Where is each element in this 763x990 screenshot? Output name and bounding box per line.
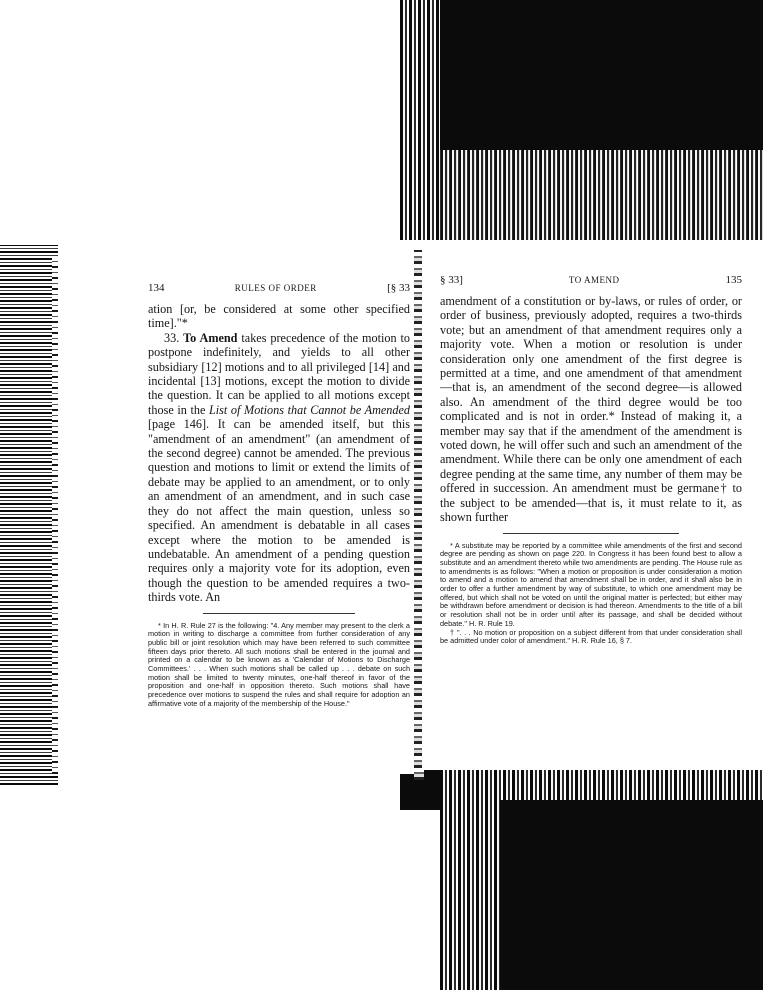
- right-page: [422, 250, 752, 770]
- scan-artifact-top-dark: [440, 0, 763, 150]
- section-heading: To Amend: [183, 330, 238, 345]
- left-page: [58, 258, 418, 774]
- left-text-1: takes precedence of the motion to postpone indefinitely, and yields to all other subsidiary [12] motions and to all privileged [14] and incidental [13] motions, except the motion to divide the question. It can be applied to all motions except those in the: [148, 330, 410, 417]
- left-section-ref: [§ 33: [387, 282, 410, 294]
- scan-artifact-left: [0, 245, 58, 785]
- left-footnote-text: * In H. R. Rule 27 is the following: "4. Any member may present to the clerk a motion in writing to discharge a committee from further consideration of any public bill or joint resolution which may have been referred to such committee fifteen days prior thereto. All such motions shall be entered in the journal and printed on a calendar to be known as a 'Calendar of Motions to Discharge Committees.' . . . When such motions shall be called up . . . debate on such motion shall be limited to twenty minutes, one-half thereof in favor of the proposition and one-half in opposition thereto. Such motions shall have precedence over motions to suspend the rules and shall require for adoption an affirmative vote of a majority of the membership of the House.": [148, 620, 410, 708]
- section-33-paragraph: [148, 331, 410, 605]
- list-title: List of Motions that Cannot be Amended: [209, 402, 410, 417]
- right-footnotes: [440, 542, 742, 646]
- right-body: [440, 294, 742, 525]
- left-opening-line: ation [or, be considered at some other specified time]."*: [148, 302, 410, 331]
- right-running-head: [440, 274, 742, 286]
- left-running-title: RULES OF ORDER: [234, 283, 317, 293]
- left-footnote: [148, 622, 410, 709]
- section-number: 33.: [164, 330, 180, 345]
- right-footnote-2: † ". . . No motion or proposition on a subject different from that under consideration shall be admitted under color of amendment." H. R. Rule 16, § 7.: [440, 627, 742, 646]
- left-page-number: 134: [148, 282, 165, 294]
- left-footnote-rule: [203, 613, 355, 614]
- right-body-text: amendment of a constitution or by-laws, or rules of order, or order of business, previously adopted, requires a two-thirds vote; but an amendment of that amendment requires only a majority vote. When a motion or resolution is under consideration only one amendment of the first degree is permitted at a time, and one amendment of that amendment—that is, an amendment of the second degree—is allowed also. An amendment of the third degree would be too complicated and is not in order.* Instead of making it, a member may say that if the amendment of the amendment is voted down, he will offer such and such an amendment of the amendment. While there can be only one amendment of each degree pending at the same time, any number of them may be offered in succession. An amendment must be germane† to the subject to be amended—that is, it must relate to it, as shown further: [440, 294, 742, 525]
- left-body: [148, 302, 410, 605]
- left-running-head: [148, 282, 410, 294]
- scan-artifact-top-fade: [440, 150, 763, 240]
- right-footnote-1: * A substitute may be reported by a committee while amendments of the first and second degree are pending as shown on page 220. In Congress it has been found best to allow a substitute and an amendment thereto while two amendments are pending. The House rule as to amendments is as follows: "When a motion or proposition is under consideration a motion to amend and a motion to amend that amendment shall be in order, and it shall also be in order to offer a further amendment by way of substitute, to which one amendment may be offered, but which shall not be voted on until the original matter is perfected; but either may be withdrawn before amendment or decision is had thereon. Amendments to the title of a bill or resolution shall not be in order until after its passage, and shall be decided without debate." H. R. Rule 19.: [440, 540, 742, 628]
- scan-artifact-bottom-dark: [500, 800, 763, 990]
- right-page-number: 135: [725, 274, 742, 286]
- right-section-ref: § 33]: [440, 274, 463, 286]
- left-text-2: [page 146]. It can be amended itself, but this "amendment of an amendment" (an amendment of the second degree) cannot be amended. The previous question and motions to limit or extend the limits of debate may be applied to an amendment, or to only an amendment of an amendment, and in such case they do not affect the main question, unless so specified. An amendment is debatable in all cases except where the motion to be amended is undebatable. An amendment of a pending question requires only a majority vote for its adoption, even though the question to be amended requires a two-thirds vote. An: [148, 417, 410, 605]
- right-running-title: TO AMEND: [568, 275, 620, 285]
- right-footnote-rule: [503, 533, 678, 534]
